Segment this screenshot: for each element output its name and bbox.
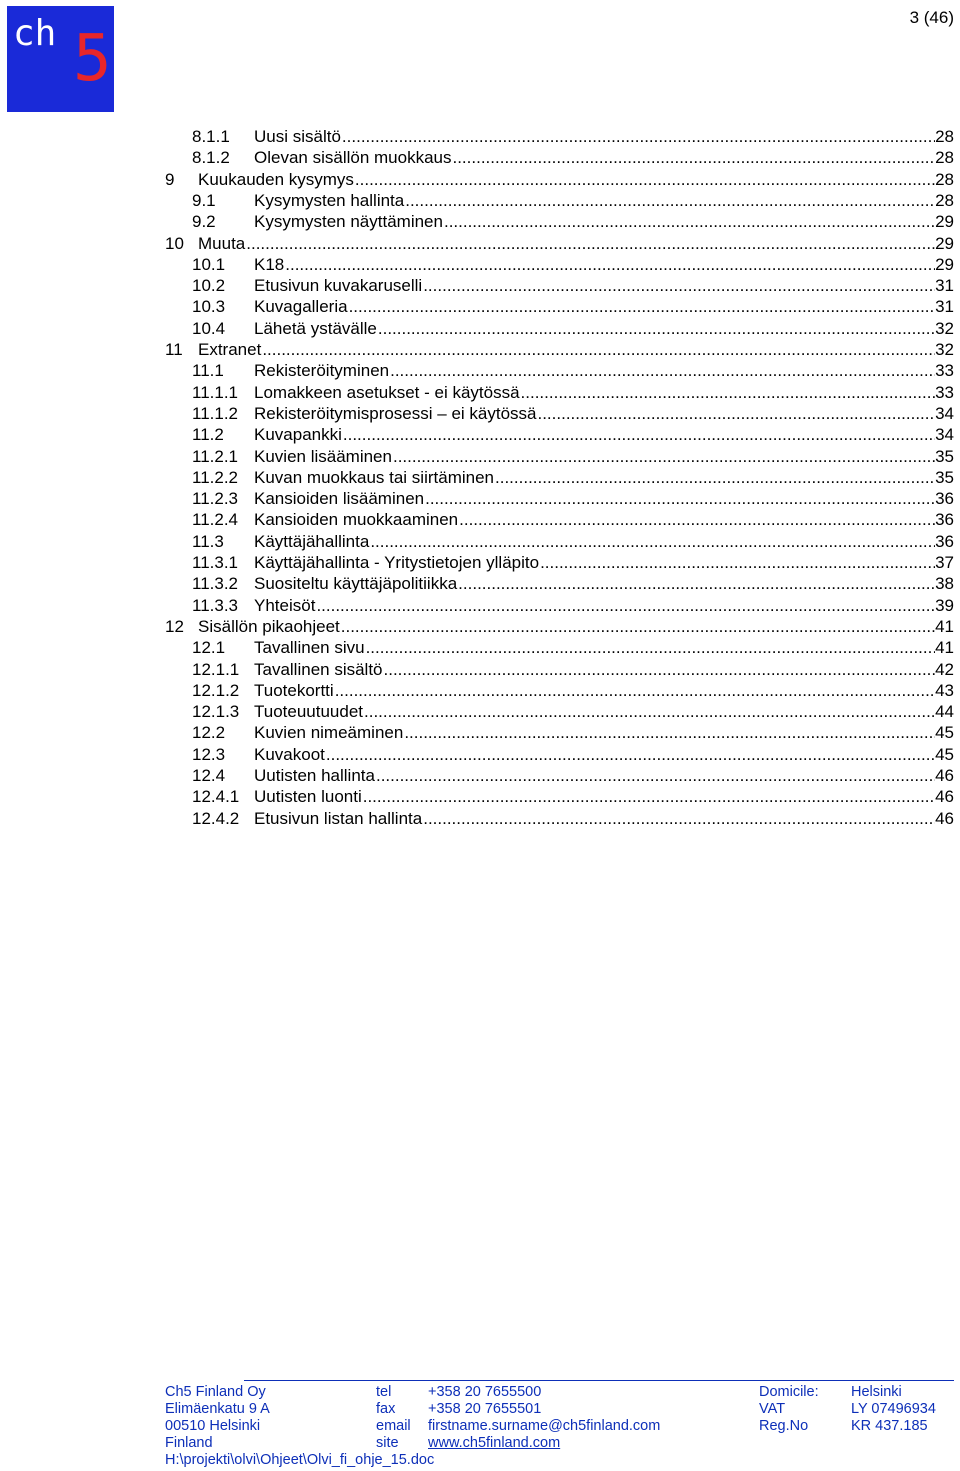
toc-entry-page: 31 (935, 276, 954, 296)
footer-label-domicile: Domicile: (759, 1384, 819, 1400)
toc-entry-title: Tuotekortti (254, 680, 334, 700)
toc-entry[interactable] (0, 147, 954, 168)
footer-divider (244, 1380, 954, 1381)
toc-entry-title: K18 (254, 254, 285, 274)
toc-entry[interactable] (0, 467, 954, 488)
toc-entry-title: Yhteisöt (254, 595, 316, 615)
toc-entry-number: 10.2 (192, 276, 226, 296)
footer-email[interactable]: firstname.surname@ch5finland.com (428, 1418, 661, 1434)
toc-entry[interactable] (0, 382, 954, 403)
toc-dot-leader (326, 744, 935, 765)
logo-digit: 5 (73, 22, 112, 96)
toc-entry-number: 11.3 (192, 531, 224, 551)
toc-dot-leader (405, 190, 935, 211)
toc-entry-page: 36 (935, 489, 954, 509)
toc-entry-number: 12.1.3 (192, 702, 240, 722)
toc-dot-leader (425, 488, 935, 509)
toc-entry[interactable] (0, 254, 954, 275)
toc-entry-title: Uutisten hallinta (254, 766, 375, 785)
page-number: 3 (46) (909, 8, 954, 27)
toc-entry[interactable] (0, 744, 954, 765)
footer-company-country: Finland (165, 1435, 213, 1451)
footer-label-email: email (376, 1418, 411, 1434)
toc-dot-leader (537, 403, 935, 424)
toc-entry-page: 31 (935, 297, 954, 317)
toc-entry-title: Lomakkeen asetukset - ei käytössä (254, 382, 520, 402)
toc-entry-title: Extranet (198, 340, 262, 359)
toc-dot-leader (342, 126, 935, 147)
footer-regno: KR 437.185 (851, 1418, 928, 1434)
toc-entry-title: Käyttäjähallinta (254, 531, 370, 551)
toc-entry[interactable] (0, 531, 954, 552)
toc-entry[interactable] (0, 339, 954, 360)
toc-dot-leader (459, 509, 935, 530)
toc-entry-title: Muuta (198, 233, 246, 253)
toc-entry-number: 11.2.4 (192, 510, 239, 530)
toc-entry-page: 36 (935, 510, 954, 530)
toc-entry[interactable] (0, 360, 954, 381)
toc-entry-number: 12.1.2 (192, 680, 240, 700)
toc-entry-page: 28 (935, 127, 954, 146)
toc-entry-title: Tavallinen sivu (254, 638, 365, 658)
toc-dot-leader (349, 296, 936, 317)
toc-dot-leader (370, 531, 935, 552)
toc-entry[interactable] (0, 190, 954, 211)
toc-entry-page: 46 (935, 808, 954, 828)
toc-entry-title: Lähetä ystävälle (254, 318, 377, 338)
toc-entry[interactable] (0, 126, 954, 147)
toc-entry-page: 45 (935, 744, 954, 764)
toc-entry-number: 11.2 (192, 425, 224, 445)
toc-entry-title: Kysymysten hallinta (254, 190, 405, 210)
toc-dot-leader (363, 786, 935, 807)
toc-entry-page: 41 (935, 638, 954, 658)
toc-entry-title: Kuvan muokkaus tai siirtäminen (254, 467, 495, 487)
footer-company-city: 00510 Helsinki (165, 1418, 261, 1434)
toc-entry[interactable] (0, 318, 954, 339)
logo-text: ch (13, 13, 57, 54)
toc-entry[interactable] (0, 403, 954, 424)
toc-entry-page: 29 (935, 233, 954, 253)
toc-entry-page: 33 (935, 361, 954, 381)
toc-entry-page: 29 (935, 254, 954, 274)
toc-entry-page: 43 (935, 680, 954, 700)
footer-domicile: Helsinki (851, 1384, 902, 1400)
toc-entry-number: 11.2.1 (192, 446, 239, 466)
toc-dot-leader (495, 467, 935, 488)
toc-dot-leader (262, 339, 935, 360)
toc-dot-leader (423, 808, 935, 829)
toc-entry[interactable] (0, 659, 954, 680)
toc-entry-title: Olevan sisällön muokkaus (254, 148, 452, 168)
toc-entry[interactable] (0, 637, 954, 658)
toc-entry[interactable] (0, 275, 954, 296)
toc-entry-page: 33 (935, 382, 954, 402)
toc-entry[interactable] (0, 616, 954, 637)
toc-entry-title: Tuoteuutuudet (254, 702, 364, 722)
toc-entry-number: 12.3 (192, 744, 226, 764)
toc-entry-number: 11.1.2 (192, 403, 239, 423)
toc-entry-page: 28 (935, 169, 954, 189)
toc-dot-leader (246, 233, 935, 254)
toc-entry-title: Suositeltu käyttäjäpolitiikka (254, 574, 458, 594)
toc-entry-page: 32 (935, 340, 954, 359)
toc-entry[interactable] (0, 786, 954, 807)
toc-dot-leader (423, 275, 935, 296)
toc-dot-leader (335, 680, 935, 701)
toc-entry-title: Kuukauden kysymys (198, 169, 354, 189)
toc-entry[interactable] (0, 573, 954, 594)
toc-entry-number: 9.1 (192, 190, 216, 210)
footer-label-fax: fax (376, 1401, 396, 1417)
toc-entry-title: Kuvien nimeäminen (254, 723, 404, 743)
toc-dot-leader (355, 169, 935, 190)
toc-dot-leader (521, 382, 936, 403)
toc-entry[interactable] (0, 488, 954, 509)
toc-entry-number: 12.4.2 (192, 808, 240, 828)
toc-entry-page: 37 (935, 553, 954, 572)
toc-dot-leader (444, 211, 935, 232)
footer-file-path: H:\projekti\olvi\Ohjeet\Olvi_fi_ohje_15.doc (165, 1452, 435, 1468)
toc-entry-page: 38 (935, 574, 954, 594)
toc-entry-page: 36 (935, 531, 954, 551)
toc-dot-leader (458, 573, 935, 594)
toc-entry[interactable] (0, 446, 954, 467)
toc-entry-title: Etusivun kuvakaruselli (254, 276, 423, 296)
toc-entry-title: Kuvapankki (254, 425, 342, 445)
toc-dot-leader (404, 722, 935, 743)
toc-dot-leader (343, 424, 935, 445)
toc-entry-number: 9 (165, 169, 175, 189)
toc-entry-number: 12.1.1 (192, 659, 240, 679)
toc-entry-page: 34 (935, 403, 954, 423)
footer-fax: +358 20 7655501 (428, 1401, 542, 1417)
toc-entry-number: 11.3.1 (192, 553, 239, 572)
toc-dot-leader (390, 360, 935, 381)
footer-label-vat: VAT (759, 1401, 786, 1417)
toc-entry[interactable] (0, 296, 954, 317)
toc-entry[interactable] (0, 233, 954, 254)
toc-entry[interactable] (0, 765, 954, 786)
toc-entry[interactable] (0, 808, 954, 829)
toc-entry-page: 45 (935, 723, 954, 743)
footer-company-name: Ch5 Finland Oy (165, 1384, 266, 1400)
toc-entry-title: Kysymysten näyttäminen (254, 212, 443, 232)
toc-entry-number: 11.2.2 (192, 467, 239, 487)
toc-entry-page: 46 (935, 766, 954, 785)
footer-tel: +358 20 7655500 (428, 1384, 542, 1400)
toc-entry-page: 42 (935, 659, 954, 679)
toc-entry-title: Kansioiden muokkaaminen (254, 510, 459, 530)
toc-entry-number: 11.1.1 (192, 382, 239, 402)
toc-entry-number: 9.2 (192, 212, 216, 232)
page-footer (0, 1376, 960, 1471)
toc-entry-title: Rekisteröityminen (254, 361, 390, 381)
toc-entry-title: Kuvakoot (254, 744, 325, 764)
toc-entry-number: 11.1 (192, 361, 224, 381)
footer-label-site: site (376, 1435, 399, 1451)
toc-entry-number: 11.2.3 (192, 489, 239, 509)
toc-entry-page: 34 (935, 425, 954, 445)
toc-entry-page: 39 (935, 595, 954, 615)
toc-entry-title: Kuvien lisääminen (254, 446, 392, 466)
toc-entry-number: 10.1 (192, 254, 226, 274)
toc-dot-leader (378, 318, 935, 339)
toc-entry-number: 10.3 (192, 297, 226, 317)
toc-entry-page: 32 (935, 318, 954, 338)
toc-entry-number: 8.1.2 (192, 148, 230, 168)
toc-entry-number: 10 (165, 233, 184, 253)
toc-entry-title: Sisällön pikaohjeet (198, 616, 340, 636)
toc-dot-leader (393, 446, 935, 467)
footer-label-tel: tel (376, 1384, 392, 1400)
toc-entry-title: Tavallinen sisältö (254, 659, 383, 679)
toc-dot-leader (364, 701, 935, 722)
toc-entry-title: Uusi sisältö (254, 127, 341, 146)
footer-vat: LY 07496934 (851, 1401, 936, 1417)
toc-entry-number: 12 (165, 616, 184, 636)
toc-entry-number: 12.1 (192, 638, 226, 658)
toc-entry[interactable] (0, 680, 954, 701)
toc-entry-title: Etusivun listan hallinta (254, 808, 423, 828)
toc-entry-number: 11 (165, 340, 183, 359)
toc-entry-number: 12.2 (192, 723, 226, 743)
toc-entry[interactable] (0, 595, 954, 616)
toc-entry-number: 11.3.2 (192, 574, 239, 594)
toc-entry-number: 12.4.1 (192, 787, 240, 807)
footer-website-link[interactable]: www.ch5finland.com (428, 1435, 561, 1451)
toc-dot-leader (540, 552, 935, 573)
toc-entry-title: Käyttäjähallinta - Yritystietojen ylläpito (254, 553, 540, 572)
toc-entry-number: 11.3.3 (192, 595, 239, 615)
toc-entry[interactable] (0, 509, 954, 530)
toc-dot-leader (376, 765, 935, 786)
footer-company-street: Elimäenkatu 9 A (165, 1401, 270, 1417)
toc-dot-leader (452, 147, 935, 168)
toc-dot-leader (384, 659, 936, 680)
toc-entry-page: 46 (935, 787, 954, 807)
toc-entry-page: 28 (935, 148, 954, 168)
toc-entry-page: 44 (935, 702, 954, 722)
toc-entry[interactable] (0, 701, 954, 722)
toc-entry[interactable] (0, 211, 954, 232)
toc-entry-title: Uutisten luonti (254, 787, 362, 807)
toc-entry-number: 10.4 (192, 318, 226, 338)
footer-label-regno: Reg.No (759, 1418, 809, 1434)
company-logo (7, 6, 114, 112)
toc-entry-title: Kansioiden lisääminen (254, 489, 425, 509)
toc-entry-title: Rekisteröitymisprosessi – ei käytössä (254, 403, 537, 423)
toc-entry[interactable] (0, 722, 954, 743)
toc-entry-page: 35 (935, 467, 954, 487)
toc-entry-page: 28 (935, 190, 954, 210)
toc-entry-page: 41 (935, 616, 954, 636)
toc-entry[interactable] (0, 552, 954, 573)
toc-entry-number: 8.1.1 (192, 127, 230, 146)
toc-dot-leader (285, 254, 935, 275)
toc-entry-title: Kuvagalleria (254, 297, 348, 317)
toc-dot-leader (341, 616, 935, 637)
toc-dot-leader (366, 637, 936, 658)
toc-entry-page: 35 (935, 446, 954, 466)
toc-dot-leader (316, 595, 935, 616)
toc-entry[interactable] (0, 169, 954, 190)
toc-entry-number: 12.4 (192, 766, 226, 785)
toc-entry[interactable] (0, 424, 954, 445)
toc-entry-page: 29 (935, 212, 954, 232)
